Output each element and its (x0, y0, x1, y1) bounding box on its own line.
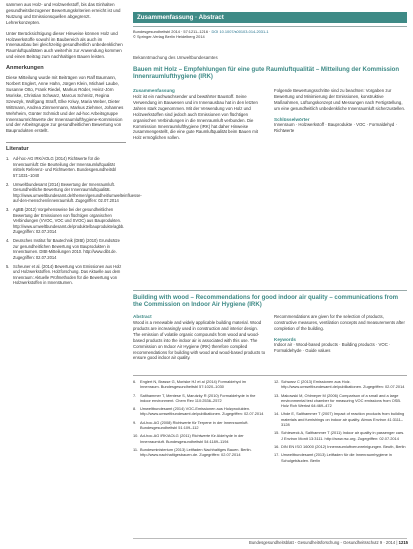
footer-separator: | (396, 540, 398, 545)
abstract-label: Abstract (133, 314, 152, 319)
abstract-text: Recommendations are given for the selection of products, constructive measures, ventilation concepts and measurements after completion of the building. (274, 314, 405, 331)
reference-text: Schieweck A, Salthammer T (2011) Indoor air quality in passenger cars. J Environ Monit 13:3111. http://www.rsc.org. Zugegriffen: 02.07.2014 (281, 430, 405, 441)
page-footer (230, 540, 408, 545)
reference-number: 9. (133, 419, 137, 425)
reference-number: 8. (133, 406, 137, 412)
divider (133, 375, 407, 376)
reference-text: Umweltbundesamt (2014) VOC-Emissionen aus Holzprodukten. http://www.umweltbundesamt.de/publikationen. Zugegriffen: 02.07.2014 (140, 406, 264, 417)
english-abstract (133, 314, 407, 364)
abstract-text: Folgende Bewertungsschritte sind zu beachten: Vorgaben zur Bewertung und Minimierung der Emissionen, konstruktive Maßnahmen, Lüftungskonzept und Messungen nach Fertigstellung, um eine gesundheitlich unbedenkliche Innenraumluft sicherzustellen. (274, 88, 406, 111)
reference-item (274, 379, 407, 390)
references-column-left (133, 379, 266, 466)
literature-text: Deutsches Institut für Bautechnik (DIBt) (2010) Grundsätze zur gesundheitlichen Bewertung von Bauprodukten in Innenräumen. DIBt-Mitteilungen 2010. http://www.dibt.de. Zugegriffen: 02.07.2014 (13, 238, 120, 260)
divider (133, 290, 407, 291)
reference-item (133, 393, 266, 404)
divider (133, 26, 407, 27)
reference-text: Umweltbundesamt (2013) Leitfaden für die Innenraumhygiene in Schulgebäuden. Berlin (281, 452, 392, 463)
citation-line: Bundesgesundheitsbl 2014 · 57:1211–1216 (133, 29, 208, 34)
reference-number: 16. (274, 443, 280, 449)
literature-text: Umweltbundesamt (2014) Bewertung der Innenraumluft. Gesundheitliche Bewertung der Innenraumluftqualität. http://www.umweltbundesamt.de/themen/gesundheit/umwelteinfluesse-auf-den-menschen/innenraumluft. Zugegriffen: 02.07.2014 (13, 181, 142, 204)
section-heading-literature: Literatur (6, 142, 126, 152)
reference-text: Englert N, Brasse G, Moriske HJ et al (2014) Formaldehyd im Innenraum. Bundesgesundheitsbl 57:1020–1030 (140, 379, 246, 390)
reference-text: Schwarz C (2013) Emissionen aus Holz. http://www.umweltbundesamt.de/publikationen. Zugegriffen: 02.07.2014 (281, 379, 405, 390)
reference-item (133, 433, 266, 444)
literature-text: Scheuner et al. (2014) Bewertung von Emissionen aus Holz und Holzwerkstoffen. Holzforschung. Das Aktuelle aus dem Innenraum: Aktuelle Prüfmethoden für die Bewertung von Holzwerkstoffen in Innenräumen. (13, 263, 122, 286)
reference-item (274, 411, 407, 427)
reference-number: 10. (133, 433, 139, 439)
reference-item (274, 452, 407, 463)
abstract-header-title: Zusammenfassung · Abstract (137, 14, 224, 21)
reference-number: 13. (274, 392, 280, 398)
literature-list (6, 156, 142, 286)
reference-item (133, 447, 266, 458)
doi-link[interactable]: DOI 10.1007/s00103-014-2031-1 (211, 29, 269, 34)
body-paragraph: Unter Berücksichtigung dieser Hinweise können Holz und Holzwerkstoffe sowohl im Baubereich als auch im Innenausbau bei gleichzeitig gesundheitlich unbedenklichen Raumluftqualitäten auch weiterhin zur Anwendung kommen und einen Beitrag zum nachhaltigen Bauen leisten. (6, 30, 123, 60)
abstract-text: Wood is a renewable and widely applicable building material. Wood products are increasingly used in construction and interior design. The emission of volatile organic compounds from wood and wood-based products into the indoor air is associated with this use. The Commission on Indoor Air Hygiene (IRK) therefore compiled recommendations for building with wood and wood-based products to ensure good indoor air quality. (133, 320, 266, 361)
literature-number: 3. (6, 207, 10, 213)
german-title: Bauen mit Holz – Empfehlungen für eine gute Raumluftqualität – Mitteilung der Kommission Innenraumlufthygiene (IRK) (133, 66, 400, 81)
reference-text: Bundesministerium (2013) Leitfaden Nachhaltiges Bauen. Berlin. http://www.nachhaltigesbauen.de. Zugegriffen: 02.07.2014 (140, 446, 252, 458)
literature-item (6, 264, 126, 286)
left-column (6, 2, 142, 289)
references (133, 379, 407, 466)
reference-number: 17. (274, 452, 280, 458)
literature-number: 1. (6, 156, 10, 162)
reference-text: Uhde E, Salthammer T (2007) Impact of reaction products from building materials and furnishings on indoor air quality. Atmos Environ 41:3111–3128 (281, 411, 405, 428)
references-column-right (274, 379, 407, 466)
keywords-text: Indoor air · Wood-based products · Building products · VOC · Formaldehyde · Guide values (274, 341, 391, 353)
literature-text: AgBB (2012) Vorgehensweise bei der gesundheitlichen Bewertung der Emissionen von flüchtigen organischen Verbindungen (VVOC, VOC und SVOC) aus Bauprodukten. http://www.umweltbundesamt.de/produkte/bauprodukte/agbb. Zugegriffen: 02.07.2014 (13, 207, 125, 235)
literature-item (6, 156, 126, 178)
reference-number: 7. (133, 392, 137, 398)
reference-item (133, 406, 266, 417)
literature-item (6, 181, 142, 204)
reference-text: DIN EN ISO 16000 (2012) Innenraumluftverunreinigungen. Beuth, Berlin (281, 443, 406, 449)
reference-text: Ad-hoc-AG IRK/AOLG (2011) Richtwerte für Aldehyde in der Innenraumluft. Bundesgesundheitsbl 54:1189–1194 (140, 433, 244, 444)
keywords-label: Schlüsselwörter (274, 116, 310, 122)
literature-item (6, 238, 126, 260)
reference-number: 12. (274, 379, 280, 384)
reference-text: Makowski M, Ohlmeyer M (2006) Comparison of a small and a large environmental test chamber for measuring VOC emissions from OSB. Holz Roh Werkst 64:469–472 (281, 392, 402, 409)
keywords-text: Innenraum · Holzwerkstoff · Bauprodukte · VOC · Formaldehyd · Richtwerte (274, 121, 397, 133)
literature-number: 2. (6, 181, 10, 187)
abstract-text: Holz ist ein nachwachsender und bewährter Baustoff. Seine Verwendung im Bauwesen und im Innenausbau hat in den letzten Jahren stark zugenommen. Mit der Verwendung von Holz und Holzwerkstoffen sind jedoch auch Emissionen von flüchtigen organischen Verbindungen in die Innenraumluft verbunden. Die Kommission Innenraumlufthygiene (IRK) hat daher Hinweise zusammengestellt, die eine gute Raumluftqualität beim Bauen mit Holz ermöglichen sollen. (133, 94, 258, 141)
citation-block: Bundesgesundheitsbl 2014 · 57:1211–1216 · DOI 10.1007/s00103-014-2031-1 © Springer-Verlag Berlin Heidelberg 2014 (133, 29, 407, 40)
reference-text: Ad-hoc-AG (2008) Richtwerte für Terpene in der Innenraumluft. Bundesgesundheitsbl 51:109–112 (140, 419, 249, 431)
german-abstract (133, 88, 407, 144)
section-heading-thanks: Anmerkungen (6, 65, 44, 72)
keywords-label: Keywords (274, 336, 296, 342)
publication-type: Bekanntmachung des Umweltbundesamtes (133, 55, 218, 60)
reference-number: 11. (133, 446, 139, 452)
reference-text: Salthammer T, Mentese S, Marutzky R (2010) Formaldehyde in the indoor environment. Chem Rev 110:2536–2572 (140, 392, 256, 403)
reference-item (133, 420, 266, 431)
literature-text: Ad-hoc-AG IRK/AOLG (2014) Richtwerte für die Innenraumluft: Die Beurteilung der Innenraumluftqualität mittels Referenz- und Richtwerten. Bundesgesundheitsbl 57:1031–1040 (13, 156, 117, 178)
journal-name: Bundesgesundheitsblatt - Gesundheitsforschung - Gesundheitsschutz 9 · 2014 (249, 540, 396, 545)
abstract-label: Zusammenfassung (133, 88, 175, 93)
reference-item (274, 393, 407, 409)
literature-number: 5. (6, 263, 10, 269)
reference-number: 6. (133, 379, 137, 384)
reference-item (274, 430, 407, 441)
copyright-line: © Springer-Verlag Berlin Heidelberg 2014 (133, 34, 205, 40)
reference-item (274, 444, 407, 449)
acknowledgements-text: Diese Mitteilung wurde mit Beiträgen von Ralf Baumann, Norbert Englert, Anne Hahn, Jürgen Klein, Michael Laube, Susanne Otto, Frank Riedel, Markus Röder, Heinz-Jörn Moriske, Christian Schwarz, Marcus Schmitz, Regina Szewzyk, Wolfgang Straff, Elke Kriwy, Maria Weber, Dieter Wittmann, Andrea Zimmermann, Markus Ziehmer, Johannes Wehrheim, Günter Schmidt und der ad-hoc Arbeitsgruppe Innenraumrichtwerte der Innenraumlufthygiene-Kommission und der Arbeitsgruppe zur gesundheitlichen Bewertung von Bauprodukten erstellt. (6, 75, 124, 134)
page-number: 1215 (398, 540, 408, 545)
literature-number: 4. (6, 238, 10, 244)
abstract-header-bar (133, 12, 407, 23)
reference-number: 14. (274, 411, 280, 417)
reference-item (133, 379, 266, 390)
literature-item (6, 207, 126, 235)
reference-number: 15. (274, 430, 280, 436)
body-paragraph: sammen aus Holz- und Holzwerkstoff, bis das Einhalten gesundheitsbezogener Bewertungskriterien erreicht ist und Nutzung und Emissionsquellen abgegrenzt. Lehrerkonzepten. (6, 2, 121, 25)
english-title: Building with wood – Recommendations for good indoor air quality – communications from the Commission on Indoor Air Hygiene (IRK) (133, 294, 399, 309)
divider (133, 538, 407, 539)
